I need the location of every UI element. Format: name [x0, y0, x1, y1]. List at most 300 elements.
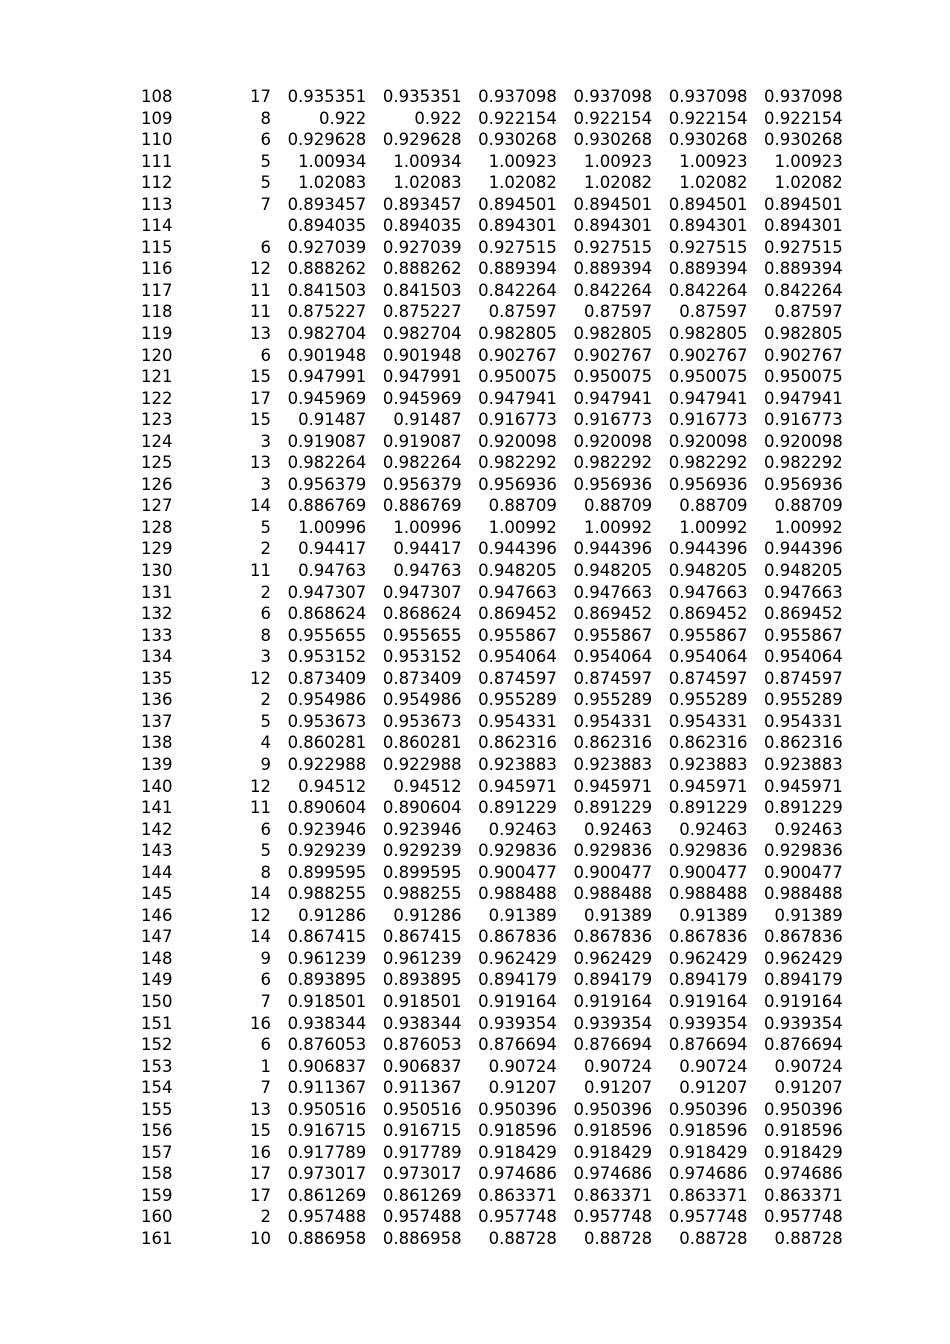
value-cell: 0.922 — [319, 108, 367, 128]
value-cell: 0.842264 — [478, 280, 557, 300]
value-cell: 0.894501 — [573, 194, 653, 214]
count-cell: 4 — [260, 733, 271, 753]
count-cell: 15 — [250, 367, 271, 387]
value-cell: 0.950075 — [478, 367, 557, 387]
value-cell: 0.947941 — [668, 388, 748, 408]
table-row — [141, 388, 843, 410]
row-index-cell: 131 — [141, 582, 173, 602]
value-cell: 0.950396 — [668, 1099, 748, 1119]
count-cell: 15 — [250, 410, 271, 430]
value-cell: 0.876694 — [764, 1035, 843, 1055]
row-index-cell: 142 — [141, 819, 173, 839]
value-cell: 0.92463 — [679, 819, 748, 839]
value-cell: 0.888262 — [382, 259, 462, 279]
value-cell: 1.00934 — [393, 151, 462, 171]
value-cell: 0.957488 — [287, 1207, 367, 1227]
value-cell: 0.94417 — [298, 539, 367, 559]
value-cell: 0.869452 — [764, 604, 843, 624]
value-cell: 0.92463 — [583, 819, 653, 839]
value-cell: 0.937098 — [573, 87, 653, 106]
value-cell: 0.945971 — [478, 776, 557, 796]
value-cell: 0.87597 — [774, 302, 843, 322]
table-row — [141, 86, 843, 108]
value-cell: 0.922154 — [668, 108, 748, 128]
value-cell: 0.982292 — [668, 453, 748, 473]
count-cell: 12 — [250, 776, 271, 796]
value-cell: 0.923946 — [287, 819, 367, 839]
value-cell: 0.902767 — [668, 345, 748, 365]
value-cell: 0.862316 — [668, 733, 748, 753]
value-cell: 0.957488 — [382, 1207, 462, 1227]
value-cell: 0.947663 — [478, 582, 557, 602]
value-cell: 0.962429 — [764, 948, 843, 968]
value-cell: 0.900477 — [478, 862, 557, 882]
value-cell: 0.91286 — [298, 905, 367, 925]
table-row — [141, 668, 843, 690]
value-cell: 0.889394 — [668, 259, 748, 279]
value-cell: 0.920098 — [764, 431, 843, 451]
value-cell: 0.929836 — [668, 841, 748, 861]
value-cell: 0.894179 — [764, 970, 843, 990]
value-cell: 0.957748 — [764, 1207, 843, 1227]
value-cell: 0.947307 — [287, 582, 367, 602]
table-row — [141, 646, 843, 668]
table-row — [141, 560, 843, 582]
value-cell: 0.956936 — [573, 474, 653, 494]
value-cell: 0.982292 — [573, 453, 653, 473]
value-cell: 0.948205 — [573, 561, 653, 581]
count-cell: 17 — [250, 87, 271, 106]
row-index-cell: 152 — [141, 1035, 173, 1055]
value-cell: 0.953152 — [382, 647, 462, 667]
value-cell: 0.87597 — [679, 302, 748, 322]
value-cell: 0.955655 — [287, 625, 367, 645]
row-index-cell: 120 — [141, 345, 173, 365]
value-cell: 0.92463 — [488, 819, 557, 839]
value-cell: 0.916773 — [478, 410, 557, 430]
value-cell: 0.918501 — [287, 991, 367, 1011]
value-cell: 0.961239 — [287, 948, 367, 968]
row-index-cell: 147 — [141, 927, 173, 947]
table-row — [141, 754, 843, 776]
count-cell: 12 — [250, 905, 271, 925]
table-row — [141, 926, 843, 948]
value-cell: 1.00992 — [774, 517, 843, 537]
value-cell: 0.906837 — [287, 1056, 367, 1076]
row-index-cell: 112 — [141, 173, 173, 193]
value-cell: 0.91389 — [679, 905, 748, 925]
table-row — [141, 517, 843, 539]
row-index-cell: 135 — [141, 668, 173, 688]
value-cell: 0.930268 — [478, 130, 557, 150]
value-cell: 0.982264 — [287, 453, 367, 473]
value-cell: 0.955289 — [478, 690, 557, 710]
row-index-cell: 117 — [141, 280, 173, 300]
row-index-cell: 115 — [141, 237, 173, 257]
value-cell: 0.894035 — [382, 216, 462, 236]
value-cell: 0.94763 — [298, 561, 367, 581]
count-cell: 1 — [260, 1056, 271, 1076]
value-cell: 0.917789 — [287, 1142, 367, 1162]
value-cell: 0.88728 — [774, 1228, 843, 1248]
count-cell: 9 — [260, 948, 271, 968]
value-cell: 1.00923 — [774, 151, 843, 171]
row-index-cell: 151 — [141, 1013, 173, 1033]
value-cell: 0.956379 — [287, 474, 367, 494]
value-cell: 0.88709 — [679, 496, 748, 516]
value-cell: 0.929239 — [382, 841, 462, 861]
value-cell: 0.955655 — [382, 625, 462, 645]
value-cell: 0.955867 — [573, 625, 653, 645]
value-cell: 0.922154 — [764, 108, 843, 128]
table-row — [141, 366, 843, 388]
row-index-cell: 123 — [141, 410, 173, 430]
value-cell: 0.900477 — [668, 862, 748, 882]
value-cell: 0.974686 — [668, 1164, 748, 1184]
count-cell: 13 — [250, 453, 271, 473]
value-cell: 0.974686 — [478, 1164, 557, 1184]
table-row — [141, 237, 843, 259]
value-cell: 0.954331 — [764, 711, 843, 731]
count-cell: 15 — [250, 1121, 271, 1141]
value-cell: 0.906837 — [382, 1056, 462, 1076]
value-cell: 0.862316 — [573, 733, 653, 753]
row-index-cell: 145 — [141, 884, 173, 904]
row-index-cell: 113 — [141, 194, 173, 214]
row-index-cell: 127 — [141, 496, 173, 516]
count-cell: 5 — [260, 711, 271, 731]
value-cell: 0.902767 — [478, 345, 557, 365]
value-cell: 0.893895 — [287, 970, 367, 990]
value-cell: 1.00923 — [488, 151, 557, 171]
value-cell: 0.930268 — [573, 130, 653, 150]
value-cell: 0.950396 — [573, 1099, 653, 1119]
value-cell: 0.867415 — [382, 927, 462, 947]
value-cell: 0.876694 — [668, 1035, 748, 1055]
value-cell: 0.841503 — [287, 280, 367, 300]
value-cell: 1.00923 — [583, 151, 653, 171]
value-cell: 0.902767 — [764, 345, 843, 365]
value-cell: 0.948205 — [668, 561, 748, 581]
value-cell: 0.88709 — [583, 496, 653, 516]
row-index-cell: 140 — [141, 776, 173, 796]
table-row — [141, 711, 843, 733]
value-cell: 0.894179 — [478, 970, 557, 990]
value-cell: 0.94417 — [393, 539, 462, 559]
count-cell: 14 — [250, 884, 271, 904]
value-cell: 1.00992 — [583, 517, 653, 537]
value-cell: 0.894301 — [764, 216, 843, 236]
value-cell: 0.868624 — [287, 604, 367, 624]
value-cell: 0.867836 — [764, 927, 843, 947]
table-row — [141, 129, 843, 151]
value-cell: 0.955867 — [764, 625, 843, 645]
value-cell: 0.954064 — [764, 647, 843, 667]
value-cell: 0.87597 — [488, 302, 557, 322]
count-cell: 8 — [260, 108, 271, 128]
value-cell: 0.90724 — [583, 1056, 653, 1076]
value-cell: 0.888262 — [287, 259, 367, 279]
value-cell: 0.927515 — [668, 237, 748, 257]
value-cell: 0.918596 — [668, 1121, 748, 1141]
row-index-cell: 110 — [141, 130, 173, 150]
value-cell: 0.891229 — [764, 798, 843, 818]
value-cell: 0.91207 — [774, 1078, 843, 1098]
row-index-cell: 134 — [141, 647, 173, 667]
value-cell: 0.886769 — [382, 496, 462, 516]
value-cell: 0.919087 — [287, 431, 367, 451]
count-cell: 9 — [260, 754, 271, 774]
table-row — [141, 991, 843, 1013]
value-cell: 0.90724 — [679, 1056, 748, 1076]
count-cell: 5 — [260, 517, 271, 537]
count-cell: 5 — [260, 841, 271, 861]
value-cell: 0.955289 — [764, 690, 843, 710]
value-cell: 0.899595 — [382, 862, 462, 882]
value-cell: 0.929628 — [382, 130, 462, 150]
value-cell: 0.874597 — [573, 668, 653, 688]
value-cell: 0.973017 — [287, 1164, 367, 1184]
value-cell: 0.988488 — [478, 884, 557, 904]
value-cell: 0.869452 — [478, 604, 557, 624]
value-cell: 0.918429 — [478, 1142, 557, 1162]
value-cell: 0.919164 — [764, 991, 843, 1011]
value-cell: 0.929628 — [287, 130, 367, 150]
value-cell: 0.902767 — [573, 345, 653, 365]
count-cell: 6 — [260, 819, 271, 839]
count-cell: 17 — [250, 1185, 271, 1205]
count-cell: 16 — [250, 1013, 271, 1033]
count-cell: 6 — [260, 1035, 271, 1055]
table-row — [141, 172, 843, 194]
value-cell: 0.923883 — [573, 754, 653, 774]
value-cell: 0.950075 — [668, 367, 748, 387]
table-row — [141, 452, 843, 474]
value-cell: 0.950075 — [573, 367, 653, 387]
table-row — [141, 409, 843, 431]
value-cell: 0.94512 — [298, 776, 367, 796]
value-cell: 0.92463 — [774, 819, 843, 839]
value-cell: 0.927039 — [382, 237, 462, 257]
value-cell: 0.918596 — [573, 1121, 653, 1141]
table-row — [141, 1142, 843, 1164]
value-cell: 0.918429 — [668, 1142, 748, 1162]
row-index-cell: 144 — [141, 862, 173, 882]
value-cell: 0.962429 — [478, 948, 557, 968]
value-cell: 0.911367 — [382, 1078, 462, 1098]
value-cell: 0.937098 — [478, 87, 557, 106]
value-cell: 0.927515 — [573, 237, 653, 257]
table-row — [141, 1034, 843, 1056]
value-cell: 0.923946 — [382, 819, 462, 839]
value-cell: 0.988488 — [573, 884, 653, 904]
value-cell: 0.954331 — [573, 711, 653, 731]
value-cell: 0.982805 — [764, 324, 843, 344]
count-cell: 14 — [250, 927, 271, 947]
value-cell: 0.945971 — [573, 776, 653, 796]
value-cell: 0.961239 — [382, 948, 462, 968]
value-cell: 0.863371 — [668, 1185, 748, 1205]
row-index-cell: 161 — [141, 1228, 173, 1248]
value-cell: 0.945971 — [668, 776, 748, 796]
value-cell: 0.861269 — [382, 1185, 462, 1205]
row-index-cell: 146 — [141, 905, 173, 925]
value-cell: 0.957748 — [573, 1207, 653, 1227]
value-cell: 0.861269 — [287, 1185, 367, 1205]
value-cell: 0.947941 — [764, 388, 843, 408]
value-cell: 0.948205 — [478, 561, 557, 581]
value-cell: 0.891229 — [478, 798, 557, 818]
value-cell: 1.00996 — [298, 517, 367, 537]
table-row — [141, 108, 843, 130]
value-cell: 0.956936 — [764, 474, 843, 494]
row-index-cell: 132 — [141, 604, 173, 624]
data-table — [141, 86, 843, 1250]
value-cell: 0.868624 — [382, 604, 462, 624]
table-row — [141, 194, 843, 216]
row-index-cell: 138 — [141, 733, 173, 753]
row-index-cell: 139 — [141, 754, 173, 774]
value-cell: 0.867836 — [573, 927, 653, 947]
value-cell: 0.867415 — [287, 927, 367, 947]
value-cell: 1.02083 — [393, 173, 462, 193]
value-cell: 0.875227 — [287, 302, 367, 322]
value-cell: 0.988255 — [382, 884, 462, 904]
value-cell: 0.922988 — [287, 754, 367, 774]
value-cell: 0.945971 — [764, 776, 843, 796]
value-cell: 0.929836 — [764, 841, 843, 861]
table-row — [141, 732, 843, 754]
value-cell: 0.876053 — [382, 1035, 462, 1055]
value-cell: 1.00923 — [679, 151, 748, 171]
value-cell: 0.929836 — [573, 841, 653, 861]
value-cell: 0.894179 — [668, 970, 748, 990]
count-cell: 7 — [260, 991, 271, 1011]
value-cell: 0.863371 — [764, 1185, 843, 1205]
value-cell: 0.91207 — [488, 1078, 557, 1098]
value-cell: 0.945969 — [382, 388, 462, 408]
value-cell: 0.901948 — [382, 345, 462, 365]
value-cell: 0.874597 — [668, 668, 748, 688]
row-index-cell: 156 — [141, 1121, 173, 1141]
value-cell: 0.916773 — [573, 410, 653, 430]
row-index-cell: 159 — [141, 1185, 173, 1205]
table-row — [141, 969, 843, 991]
value-cell: 0.860281 — [287, 733, 367, 753]
value-cell: 0.927515 — [764, 237, 843, 257]
value-cell: 0.893895 — [382, 970, 462, 990]
row-index-cell: 141 — [141, 798, 173, 818]
value-cell: 0.900477 — [764, 862, 843, 882]
value-cell: 0.950516 — [382, 1099, 462, 1119]
value-cell: 0.950396 — [478, 1099, 557, 1119]
table-row — [141, 1185, 843, 1207]
value-cell: 0.874597 — [764, 668, 843, 688]
count-cell: 6 — [260, 345, 271, 365]
value-cell: 0.982292 — [764, 453, 843, 473]
value-cell: 0.886958 — [382, 1228, 462, 1248]
value-cell: 0.955867 — [478, 625, 557, 645]
value-cell: 0.889394 — [573, 259, 653, 279]
row-index-cell: 154 — [141, 1078, 173, 1098]
value-cell: 0.911367 — [287, 1078, 367, 1098]
row-index-cell: 130 — [141, 561, 173, 581]
value-cell: 0.920098 — [478, 431, 557, 451]
value-cell: 0.841503 — [382, 280, 462, 300]
value-cell: 0.988255 — [287, 884, 367, 904]
row-index-cell: 121 — [141, 367, 173, 387]
value-cell: 0.894501 — [764, 194, 843, 214]
row-index-cell: 149 — [141, 970, 173, 990]
value-cell: 0.901948 — [287, 345, 367, 365]
row-index-cell: 111 — [141, 151, 173, 171]
value-cell: 0.919164 — [573, 991, 653, 1011]
count-cell — [201, 215, 271, 237]
value-cell: 0.894501 — [478, 194, 557, 214]
value-cell: 0.867836 — [668, 927, 748, 947]
value-cell: 0.918596 — [764, 1121, 843, 1141]
value-cell: 0.91207 — [679, 1078, 748, 1098]
value-cell: 0.842264 — [573, 280, 653, 300]
value-cell: 0.930268 — [764, 130, 843, 150]
value-cell: 0.937098 — [668, 87, 748, 106]
count-cell: 8 — [260, 625, 271, 645]
count-cell: 13 — [250, 324, 271, 344]
value-cell: 1.02082 — [774, 173, 843, 193]
value-cell: 0.947307 — [382, 582, 462, 602]
value-cell: 0.982292 — [478, 453, 557, 473]
value-cell: 0.957748 — [668, 1207, 748, 1227]
table-row — [141, 258, 843, 280]
row-index-cell: 133 — [141, 625, 173, 645]
table-row — [141, 948, 843, 970]
value-cell: 0.962429 — [573, 948, 653, 968]
table-row — [141, 280, 843, 302]
value-cell: 0.891229 — [573, 798, 653, 818]
value-cell: 0.88709 — [774, 496, 843, 516]
count-cell: 10 — [250, 1228, 271, 1248]
value-cell: 0.88709 — [488, 496, 557, 516]
table-row — [141, 1077, 843, 1099]
value-cell: 0.945969 — [287, 388, 367, 408]
row-index-cell: 126 — [141, 474, 173, 494]
row-index-cell: 148 — [141, 948, 173, 968]
value-cell: 0.916715 — [287, 1121, 367, 1141]
row-index-cell: 150 — [141, 991, 173, 1011]
value-cell: 0.94512 — [393, 776, 462, 796]
value-cell: 0.918429 — [573, 1142, 653, 1162]
value-cell: 0.886958 — [287, 1228, 367, 1248]
value-cell: 0.91487 — [393, 410, 462, 430]
count-cell: 6 — [260, 604, 271, 624]
count-cell: 2 — [260, 690, 271, 710]
table-row — [141, 840, 843, 862]
value-cell: 0.919087 — [382, 431, 462, 451]
table-row — [141, 797, 843, 819]
row-index-cell: 160 — [141, 1207, 173, 1227]
value-cell: 0.947941 — [478, 388, 557, 408]
count-cell: 11 — [250, 561, 271, 581]
value-cell: 0.948205 — [764, 561, 843, 581]
count-cell: 2 — [260, 539, 271, 559]
table-row — [141, 151, 843, 173]
value-cell: 0.954064 — [668, 647, 748, 667]
value-cell: 0.863371 — [573, 1185, 653, 1205]
table-row — [141, 1228, 843, 1250]
count-cell: 7 — [260, 194, 271, 214]
count-cell: 5 — [260, 151, 271, 171]
value-cell: 0.876694 — [478, 1035, 557, 1055]
